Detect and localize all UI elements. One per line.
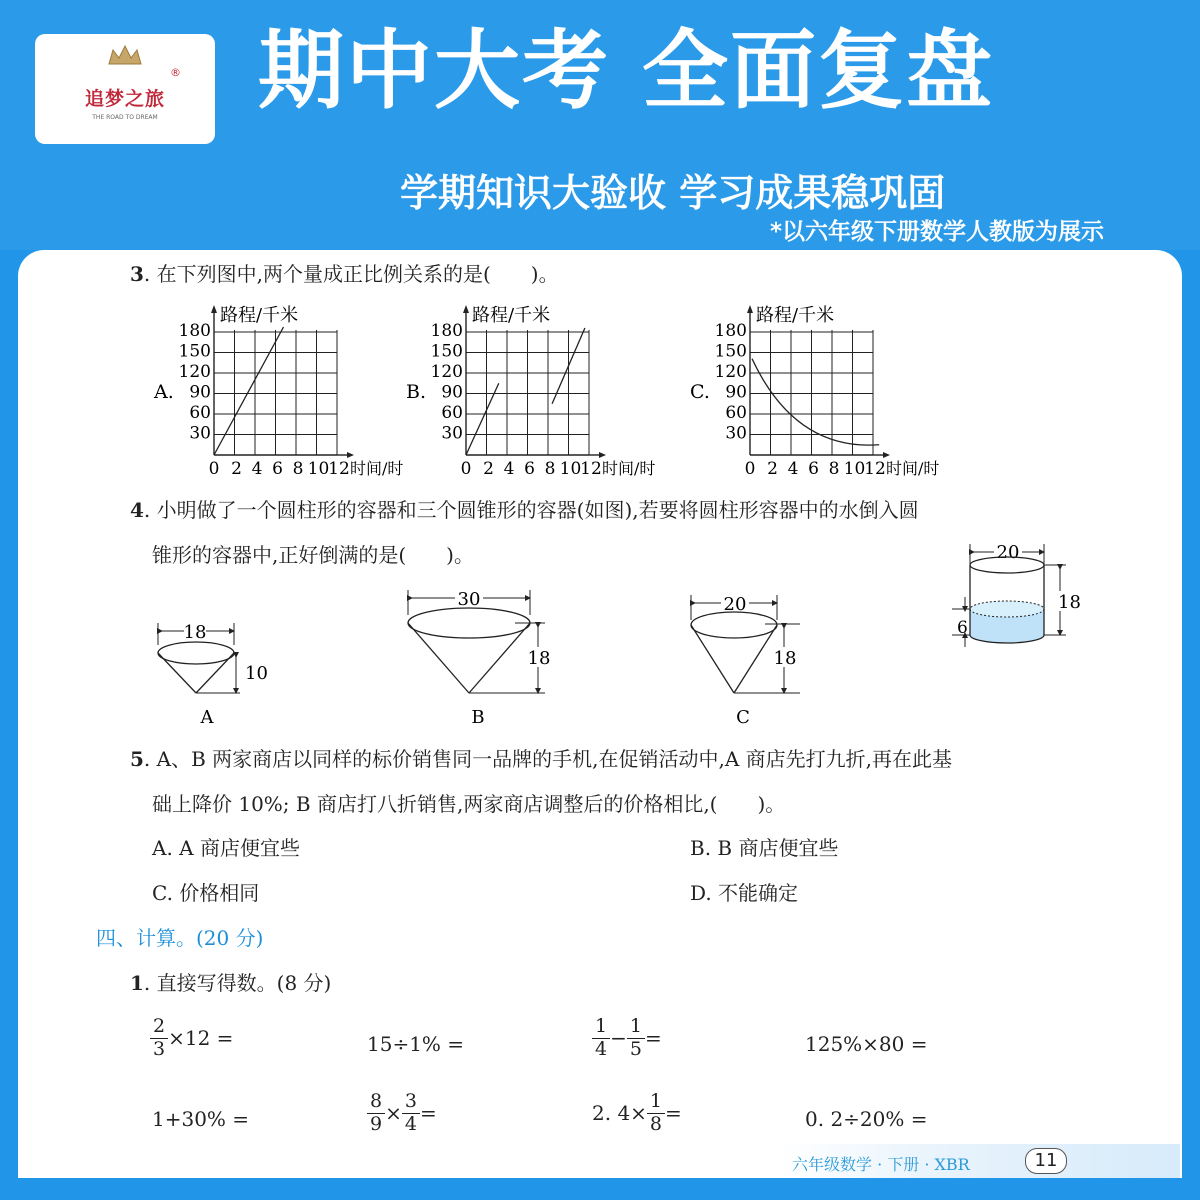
x-tick-label: 4 (251, 459, 263, 479)
calc-item-1: $\frac{2}{3}$ ×12 = (150, 1016, 233, 1061)
logo-text: 追梦之旅 (84, 88, 165, 110)
x-tick-label: 8 (828, 459, 840, 479)
y-axis-label: 路程/千米 (220, 305, 299, 326)
x-axis-label: 时间/时 (350, 459, 404, 478)
cylinder-height: 18 (1058, 592, 1081, 613)
data-line (214, 327, 284, 455)
cone-c-label: C (736, 707, 750, 728)
x-tick-label: 10 (307, 459, 330, 479)
fraction: $\frac{8}{9}$ (367, 1091, 385, 1136)
x-tick-label: 4 (787, 459, 799, 479)
cone-a-diameter: 18 (183, 622, 207, 643)
x-axis-arrow (347, 452, 354, 458)
cone-a-height: 10 (245, 663, 268, 684)
x-tick-label: 12 (864, 459, 886, 479)
brand-logo (35, 34, 215, 144)
cylinder-diameter: 20 (996, 542, 1020, 563)
x-tick-label: 12 (328, 459, 350, 479)
x-tick-label: 0 (460, 459, 472, 479)
y-tick-label: 60 (725, 403, 747, 423)
x-tick-label: 2 (483, 459, 494, 479)
x-tick-label: 6 (524, 459, 535, 479)
calc-item-4: 125%×80 = (805, 1032, 928, 1056)
x-axis-arrow (883, 452, 890, 458)
header-banner (0, 0, 1200, 250)
x-tick-label: 0 (208, 459, 220, 479)
calc-item-2: 15÷1% = (367, 1032, 465, 1056)
y-axis-label: 路程/千米 (472, 305, 551, 326)
x-tick-label: 2 (231, 459, 242, 479)
q3-graphs (0, 290, 1200, 520)
x-tick-label: 6 (808, 459, 819, 479)
y-tick-label: 150 (178, 341, 211, 362)
fraction: $\frac{1}{5}$ (627, 1016, 645, 1061)
q4-figures (0, 535, 1200, 728)
registered-mark: ® (170, 66, 181, 79)
cone-c-diameter: 20 (723, 594, 747, 615)
x-tick-label: 6 (272, 459, 283, 479)
x-tick-label: 10 (843, 459, 866, 479)
y-axis-arrow (463, 305, 469, 313)
y-tick-label: 120 (430, 362, 463, 382)
question-4-line2: 锥形的容器中,正好倒满的是( )。 (152, 543, 474, 567)
y-tick-label: 120 (178, 362, 211, 382)
calc-item-8: 0. 2÷20% = (805, 1107, 928, 1131)
x-axis-label: 时间/时 (602, 459, 656, 478)
y-tick-label: 90 (725, 382, 747, 403)
footer-text: 六年级数学 · 下册 · XBR (792, 1155, 970, 1174)
fraction: $\frac{1}{8}$ (647, 1091, 665, 1136)
section-4-title: 四、计算。(20 分) (96, 926, 264, 950)
x-tick-label: 12 (580, 459, 602, 479)
data-curve (752, 359, 879, 445)
fraction: $\frac{3}{4}$ (402, 1091, 420, 1136)
cone-c-height: 18 (773, 648, 797, 669)
y-tick-label: 150 (714, 341, 747, 362)
y-tick-label: 180 (714, 321, 747, 341)
cone-b-height: 18 (527, 648, 551, 669)
edition-note: *以六年级下册数学人教版为展示 (770, 219, 1105, 245)
x-tick-label: 10 (559, 459, 582, 479)
subtitle: 学期知识大验收 学习成果稳巩固 (400, 171, 946, 215)
calc-item-3: $\frac{1}{4}$ − $\frac{1}{5}$ = (592, 1016, 662, 1061)
graph-option-label: C. (690, 381, 710, 403)
section-4-q1: 1. 直接写得数。(8 分) (130, 971, 332, 995)
y-axis-arrow (747, 305, 753, 313)
y-tick-label: 120 (714, 362, 747, 382)
cylinder-container (952, 542, 1081, 647)
y-tick-label: 30 (441, 423, 463, 444)
y-tick-label: 150 (430, 341, 463, 362)
graph-a (153, 305, 403, 479)
y-tick-label: 60 (189, 403, 211, 423)
q5-option-a: A. A 商店便宜些 (152, 836, 300, 860)
y-axis-label: 路程/千米 (756, 305, 835, 326)
graph-c (690, 305, 939, 479)
graph-option-label: B. (406, 381, 427, 403)
q5-option-d: D. 不能确定 (690, 881, 799, 905)
question-3: 3. 在下列图中,两个量成正比例关系的是( )。 (130, 262, 559, 286)
y-tick-label: 60 (441, 403, 463, 423)
cone-b-diameter: 30 (457, 589, 481, 610)
graph-b (406, 305, 655, 479)
calc-item-5: 1+30% = (152, 1107, 250, 1131)
crown-icon (107, 44, 143, 66)
cylinder-water-height: 6 (957, 618, 968, 638)
x-axis-arrow (599, 452, 606, 458)
cone-a-label: A (200, 707, 214, 728)
x-axis-label: 时间/时 (886, 459, 940, 478)
x-tick-label: 4 (503, 459, 515, 479)
x-tick-label: 0 (744, 459, 756, 479)
y-tick-label: 180 (430, 321, 463, 341)
question-5-line2: 础上降价 10%; B 商店打八折销售,两家商店调整后的价格相比,( )。 (152, 792, 786, 816)
x-tick-label: 8 (292, 459, 304, 479)
cone-b-label: B (471, 707, 485, 728)
y-tick-label: 90 (189, 382, 211, 403)
graph-option-label: A. (154, 381, 174, 403)
y-tick-label: 30 (725, 423, 747, 444)
question-5-line1: 5. A、B 两家商店以同样的标价销售同一品牌的手机,在促销活动中,A 商店先打九折,再在此基 (130, 747, 953, 771)
question-4-line1: 4. 小明做了一个圆柱形的容器和三个圆锥形的容器(如图),若要将圆柱形容器中的水倒入圆 (130, 498, 919, 522)
page-number: 11 (1025, 1148, 1067, 1174)
q5-option-c: C. 价格相同 (152, 881, 260, 905)
fraction: $\frac{1}{4}$ (592, 1016, 610, 1061)
logo-subtext: THE ROAD TO DREAM (92, 114, 158, 121)
data-line (466, 383, 499, 455)
q5-option-b: B. B 商店便宜些 (690, 836, 839, 860)
x-tick-label: 2 (767, 459, 778, 479)
calc-item-6: $\frac{8}{9}$ × $\frac{3}{4}$ = (367, 1091, 437, 1136)
y-tick-label: 30 (189, 423, 211, 444)
x-tick-label: 8 (544, 459, 556, 479)
fraction: $\frac{2}{3}$ (150, 1016, 168, 1061)
y-axis-arrow (211, 305, 217, 313)
y-tick-label: 180 (178, 321, 211, 341)
main-title: 期中大考 全面复盘 (258, 21, 994, 121)
y-tick-label: 90 (441, 382, 463, 403)
calc-item-7: 2. 4× $\frac{1}{8}$ = (592, 1090, 682, 1135)
